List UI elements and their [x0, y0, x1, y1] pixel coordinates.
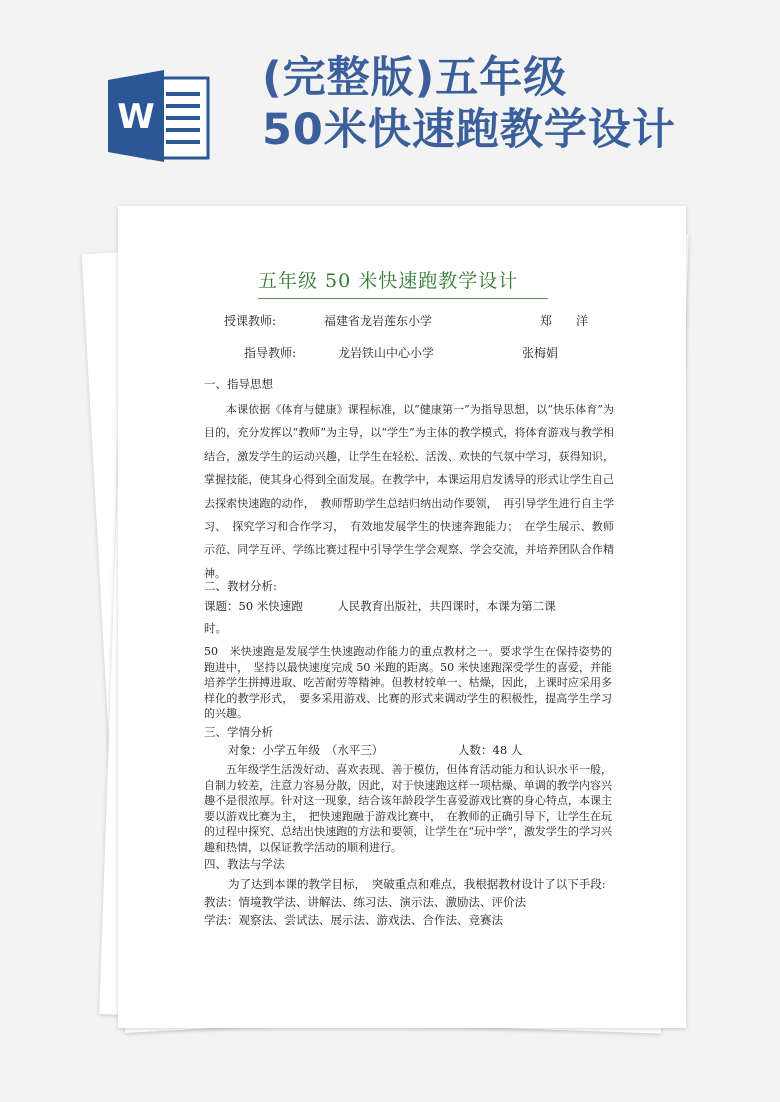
section1-heading: 一、指导思想 — [204, 377, 273, 391]
title-underline — [258, 298, 548, 299]
document-page — [118, 206, 686, 1028]
advisor-label: 指导教师: — [244, 346, 297, 360]
section4-intro: 为了达到本课的教学目标， 突破重点和难点，我根据教材设计了以下手段: — [228, 877, 606, 891]
svg-text:W: W — [117, 97, 155, 137]
section3-text: 五年级学生活泼好动、喜欢表现、善于模仿，但体育活动能力和认识水平一般，自制力较差，注意力容易分散，因此，对于快速跑这样一项枯燥、单调的教学内容兴趣不是很浓厚。针对这一现象，结合该年龄段学生喜爱游戏比赛的身心特点，本课主要以游戏比赛为主， 把快速跑融于游戏比赛中， 在教师的正确引导下，让学生在玩的过程中探究、总结出快速跑的方法和要领，让学生在“玩中学”，激发学生的学习兴趣和热情，以保证教学活动的顺利进行。 — [204, 763, 612, 854]
section4-heading: 四、教法与学法 — [204, 857, 285, 871]
section2-topic-cont: 时。 — [204, 621, 227, 635]
document-title: 五年级 50 米快速跑教学设计 — [258, 270, 519, 292]
word-icon — [108, 68, 214, 164]
section4-learn-methods: 学法：观察法、尝试法、展示法、游戏法、合作法、竞赛法 — [204, 913, 503, 927]
teacher-name: 郑 洋 — [540, 314, 589, 328]
section3-object: 对象：小学五年级 （水平三） — [228, 743, 384, 757]
advisor-school: 龙岩铁山中心小学 — [338, 346, 435, 360]
section1-text: 本课依据《体育与健康》课程标准，以“健康第一”为指导思想，以“快乐体育”为目的，充分发挥以“教师”为主导，以“学生”为主体的教学模式，将体育游戏与教学相结合，激发学生的运动兴趣，让学生在轻松、活泼、欢快的气氛中学习，获得知识，掌握技能，使其身心得到全面发展。在教学中，本课运用启发诱导的形式让学生自己去探索快速跑的动作， 教师帮助学生总结归纳出动作要领， 再引导学生进行自主学习、 探究学习和合作学习， 有效地发展学生的快速奔跑能力； 在学生展示、教师示范、同学互评、学练比赛过程中引导学生学会观察、学会交流，并培养团队合作精神。 — [204, 403, 614, 580]
banner-title-line2: 50米快速跑教学设计 — [262, 105, 676, 155]
section3-heading: 三、学情分析 — [204, 725, 273, 739]
section4-teach-methods: 教法：情境教学法、讲解法、练习法、演示法、激励法、评价法 — [204, 895, 526, 909]
section3-count: 人数：48 人 — [458, 743, 523, 757]
teacher-label: 授课教师: — [224, 314, 277, 328]
advisor-name: 张梅娟 — [522, 346, 559, 360]
section2-heading: 二、教材分析: — [204, 579, 277, 593]
section2-text: 50 米快速跑是发展学生快速跑动作能力的重点教材之一。要求学生在保持姿势的跑进中， 坚持以最快速度完成 50 米跑的距离。50 米快速跑深受学生的喜爱，并能培养学生拼搏进取、吃苦耐劳等精神。但教材较单一、枯燥，因此，上课时应采用多样化的教学形式， 要多采用游戏、比赛的形式来调动学生的积极性，提高学生学习的兴趣。 — [204, 645, 612, 721]
teacher-school: 福建省龙岩莲东小学 — [324, 314, 433, 328]
banner-title-line1: (完整版)五年级 — [262, 53, 568, 103]
banner-title — [262, 52, 762, 156]
section2-topic: 课题：50 米快速跑 人民教育出版社，共四课时，本课为第二课 — [204, 599, 556, 613]
